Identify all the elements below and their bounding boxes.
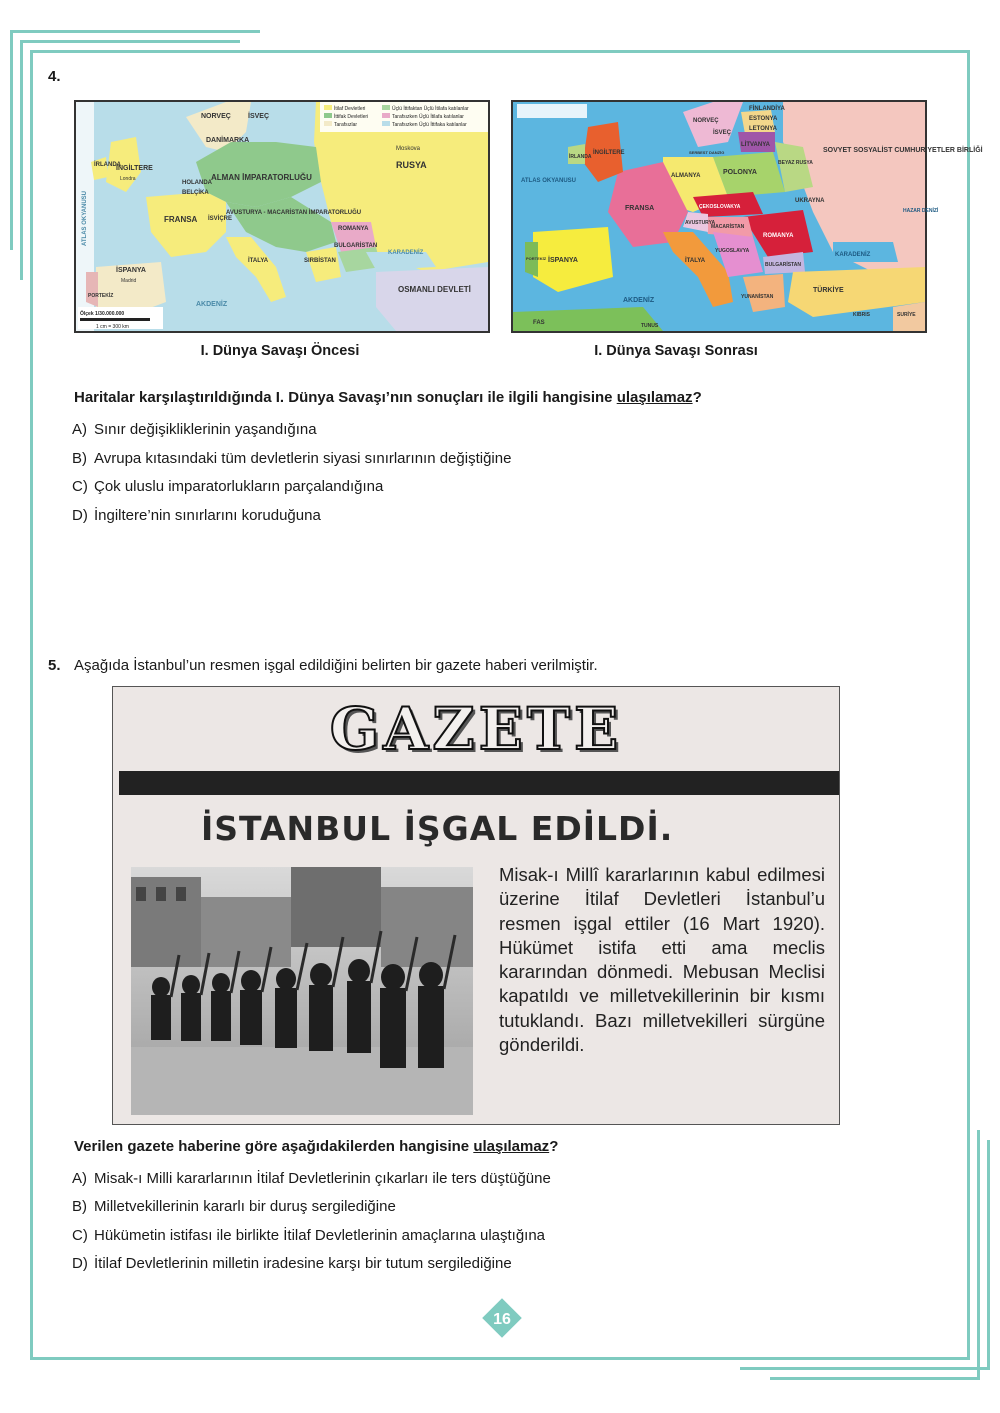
newspaper-masthead: GAZETE	[329, 695, 623, 763]
map-label: TÜRKİYE	[813, 287, 844, 294]
option-text: İtilaf Devletlerinin milletin iradesine karşı bir tutum sergilediğine	[94, 1255, 512, 1272]
q5-option-d[interactable]	[72, 1255, 512, 1272]
map-label: İSVEÇ	[248, 113, 270, 120]
map-label: ROMANYA	[338, 226, 369, 232]
map-label: KIBRIS	[853, 312, 870, 318]
frame-right-line	[967, 50, 970, 1360]
option-letter: D)	[72, 507, 88, 524]
legend-entry: Tarafsızken Üçlü İtilafa katılanlar	[392, 114, 464, 120]
option-letter: A)	[72, 421, 87, 438]
map-label: RUSYA	[396, 160, 427, 170]
map-label: HOLANDA	[182, 180, 212, 186]
map-label: HAZAR DENİZİ	[903, 208, 939, 214]
question-4-stem: Haritalar karşılaştırıldığında I. Dünya Savaşı’nın sonuçları ile ilgili hangisine	[74, 389, 617, 406]
corner-br-v1	[987, 1140, 990, 1370]
option-letter: C)	[72, 1227, 88, 1244]
region-ottoman	[376, 267, 488, 331]
map-label: NORVEÇ	[693, 118, 719, 124]
q5-option-c[interactable]	[72, 1227, 545, 1244]
map-label: Madrid	[121, 278, 137, 284]
map-label: LETONYA	[749, 126, 778, 132]
map-label: BEYAZ RUSYA	[778, 160, 813, 166]
question-5-number: 5.	[48, 657, 61, 674]
map-label: AVUSTURYA - MACARİSTAN İMPARATORLUĞU	[226, 210, 362, 216]
legend-entry: Üçlü İttifaktan Üçlü İtilafa katılanlar	[392, 106, 469, 112]
newspaper-clipping	[112, 686, 840, 1125]
map-label: İNGİLTERE	[593, 150, 625, 156]
map-label: FRANSA	[164, 215, 198, 224]
question-5-keyword: ulaşılamaz	[473, 1138, 550, 1155]
map-label: İSVEÇ	[713, 130, 732, 136]
corner-br-h2	[770, 1377, 980, 1380]
frame-top-line	[30, 50, 970, 53]
map-label: ÇEKOSLOVAKYA	[699, 204, 741, 210]
corner-tl-v2	[20, 40, 23, 280]
map-before-war	[74, 100, 490, 333]
legend-entry: İtilaf Devletleri	[334, 106, 366, 112]
map-label: PORTEKİZ	[526, 256, 547, 261]
option-letter: C)	[72, 478, 88, 495]
newspaper-headline: İSTANBUL İŞGAL EDİLDİ.	[201, 809, 674, 848]
q4-option-c[interactable]	[72, 478, 383, 495]
newspaper-divider-bar	[119, 771, 839, 795]
question-4-text	[74, 389, 702, 406]
map-after-caption: I. Dünya Savaşı Sonrası	[594, 343, 758, 359]
map-label: İSVİÇRE	[208, 216, 233, 222]
map-label: İRLANDA	[94, 162, 121, 168]
map-label: MACARİSTAN	[711, 224, 745, 230]
map-label: AVUSTURYA	[685, 220, 716, 226]
option-text: İngiltere’nin sınırlarını koruduğuna	[94, 507, 321, 524]
map-label: LİTVANYA	[741, 142, 771, 148]
question-4-mark: ?	[692, 389, 702, 406]
map-label: ALMANYA	[671, 173, 701, 179]
map-scale-km: 1 cm = 300 km	[96, 324, 129, 330]
map-after-war-svg	[513, 102, 983, 331]
option-letter: B)	[72, 450, 87, 467]
option-text: Avrupa kıtasındaki tüm devletlerin siyasi sınırlarının değiştiğine	[94, 450, 512, 467]
corner-br-v2	[977, 1130, 980, 1380]
newspaper-photo-soldiers	[131, 867, 473, 1115]
map-label: SERBEST DANZİG	[689, 150, 725, 155]
map-label: Moskova	[396, 146, 421, 152]
option-text: Çok uluslu imparatorlukların parçalandığına	[94, 478, 384, 495]
map-after-war	[511, 100, 983, 333]
map-scale: Ölçek 1/30.000.000	[80, 311, 125, 317]
legend-entry: Tarafsızken Üçlü İttifaka katılanlar	[392, 122, 467, 128]
option-letter: D)	[72, 1255, 88, 1272]
map-label: UKRAYNA	[795, 198, 825, 204]
q4-option-b[interactable]	[72, 450, 511, 467]
question-5-stem: Verilen gazete haberine göre aşağıdakilerden hangisine	[74, 1138, 474, 1155]
map-label: İTALYA	[248, 258, 269, 264]
map-label: YUNANİSTAN	[741, 294, 774, 300]
q4-option-d[interactable]	[72, 507, 321, 524]
option-text: Hükümetin istifası ile birlikte İtilaf Devletlerinin amaçlarına ulaştığına	[94, 1227, 546, 1244]
q5-option-b[interactable]	[72, 1198, 396, 1215]
q5-option-a[interactable]	[72, 1170, 551, 1187]
map-before-war-svg	[76, 102, 488, 331]
map-label: AKDENİZ	[623, 297, 655, 304]
map-label: FAS	[533, 320, 545, 326]
map-label: İSPANYA	[116, 267, 146, 274]
map-label: İRLANDA	[569, 154, 592, 160]
map-label: TUNUS	[641, 323, 659, 329]
page-number: 16	[493, 1311, 511, 1328]
corner-tl-v1	[10, 30, 13, 250]
map-label: ESTONYA	[749, 116, 778, 122]
map-label: ATLAS OKYANUSU	[521, 178, 577, 184]
map-label: KARADENİZ	[835, 252, 871, 258]
question-4-keyword: ulaşılamaz	[616, 389, 693, 406]
region-portugal	[86, 272, 98, 307]
option-letter: A)	[72, 1170, 87, 1187]
map-label: FRANSA	[625, 205, 655, 212]
map-label: BULGARİSTAN	[765, 262, 802, 268]
option-letter: B)	[72, 1198, 87, 1215]
legend-entry: Tarafsızlar	[334, 122, 358, 128]
map-label: KARADENİZ	[388, 250, 424, 256]
q4-option-a[interactable]	[72, 421, 317, 438]
map-label: BELÇİKA	[182, 190, 209, 196]
newspaper-article: Misak-ı Millî kararlarının kabul edilmesi üzerine İtilaf Devletleri İstanbul’u resmen işgal ettiler (16 Mart 1920). Hükümet istifa etti ama meclis kararından dönmedi. Mebusan Meclisi kapatıldı ve milletvekillerinin bir kısmı tutuklandı. Bazı milletvekilleri sürgüne gönderildi.	[499, 864, 825, 1056]
map-label: İSPANYA	[548, 257, 578, 264]
frame-bottom-line	[30, 1357, 970, 1360]
map-after-war-scale	[517, 104, 587, 118]
question-5-text	[74, 1138, 558, 1155]
map-label: ALMAN İMPARATORLUĞU	[211, 173, 312, 182]
question-5-mark: ?	[549, 1138, 559, 1155]
map-label: ATLAS OKYANUSU	[82, 190, 88, 246]
corner-tl-h2	[20, 40, 240, 43]
map-label: YUGOSLAVYA	[715, 248, 750, 254]
map-label: SURİYE	[897, 312, 916, 318]
map-label: POLONYA	[723, 169, 757, 176]
map-label: SIRBİSTAN	[304, 258, 336, 264]
map-label: SOVYET SOSYALİST CUMHURİYETLER BİRLİĞİ	[823, 147, 983, 154]
map-label: İTALYA	[685, 258, 706, 264]
map-label: İNGİLTERE	[116, 165, 153, 172]
map-label: ROMANYA	[763, 233, 794, 239]
map-label: OSMANLI DEVLETİ	[398, 285, 471, 294]
option-text: Misak-ı Milli kararlarının İtilaf Devletlerinin çıkarları ile ters düştüğüne	[94, 1170, 551, 1187]
map-label: Londra	[120, 176, 136, 182]
corner-tl-h1	[10, 30, 260, 33]
question-4-number: 4.	[48, 68, 61, 85]
corner-br-h1	[740, 1367, 990, 1370]
map-label: AKDENİZ	[196, 301, 228, 308]
frame-left-line	[30, 50, 33, 1360]
map-label: PORTEKİZ	[88, 293, 114, 299]
option-text: Milletvekillerinin kararlı bir duruş sergilediğine	[94, 1198, 396, 1215]
page-number-badge	[482, 1298, 522, 1338]
option-text: Sınır değişikliklerinin yaşandığına	[94, 421, 317, 438]
map-label: DANİMARKA	[206, 137, 250, 144]
map-label: FİNLANDİYA	[749, 106, 785, 112]
map-label: NORVEÇ	[201, 113, 231, 120]
legend-entry: İttifak Devletleri	[334, 114, 369, 120]
soldiers-photo-illustration	[131, 867, 473, 1115]
map-label: BULGARİSTAN	[334, 243, 378, 249]
map-before-caption: I. Dünya Savaşı Öncesi	[200, 343, 360, 359]
question-5-intro: Aşağıda İstanbul’un resmen işgal edildiğini belirten bir gazete haberi verilmiştir.	[74, 657, 598, 674]
